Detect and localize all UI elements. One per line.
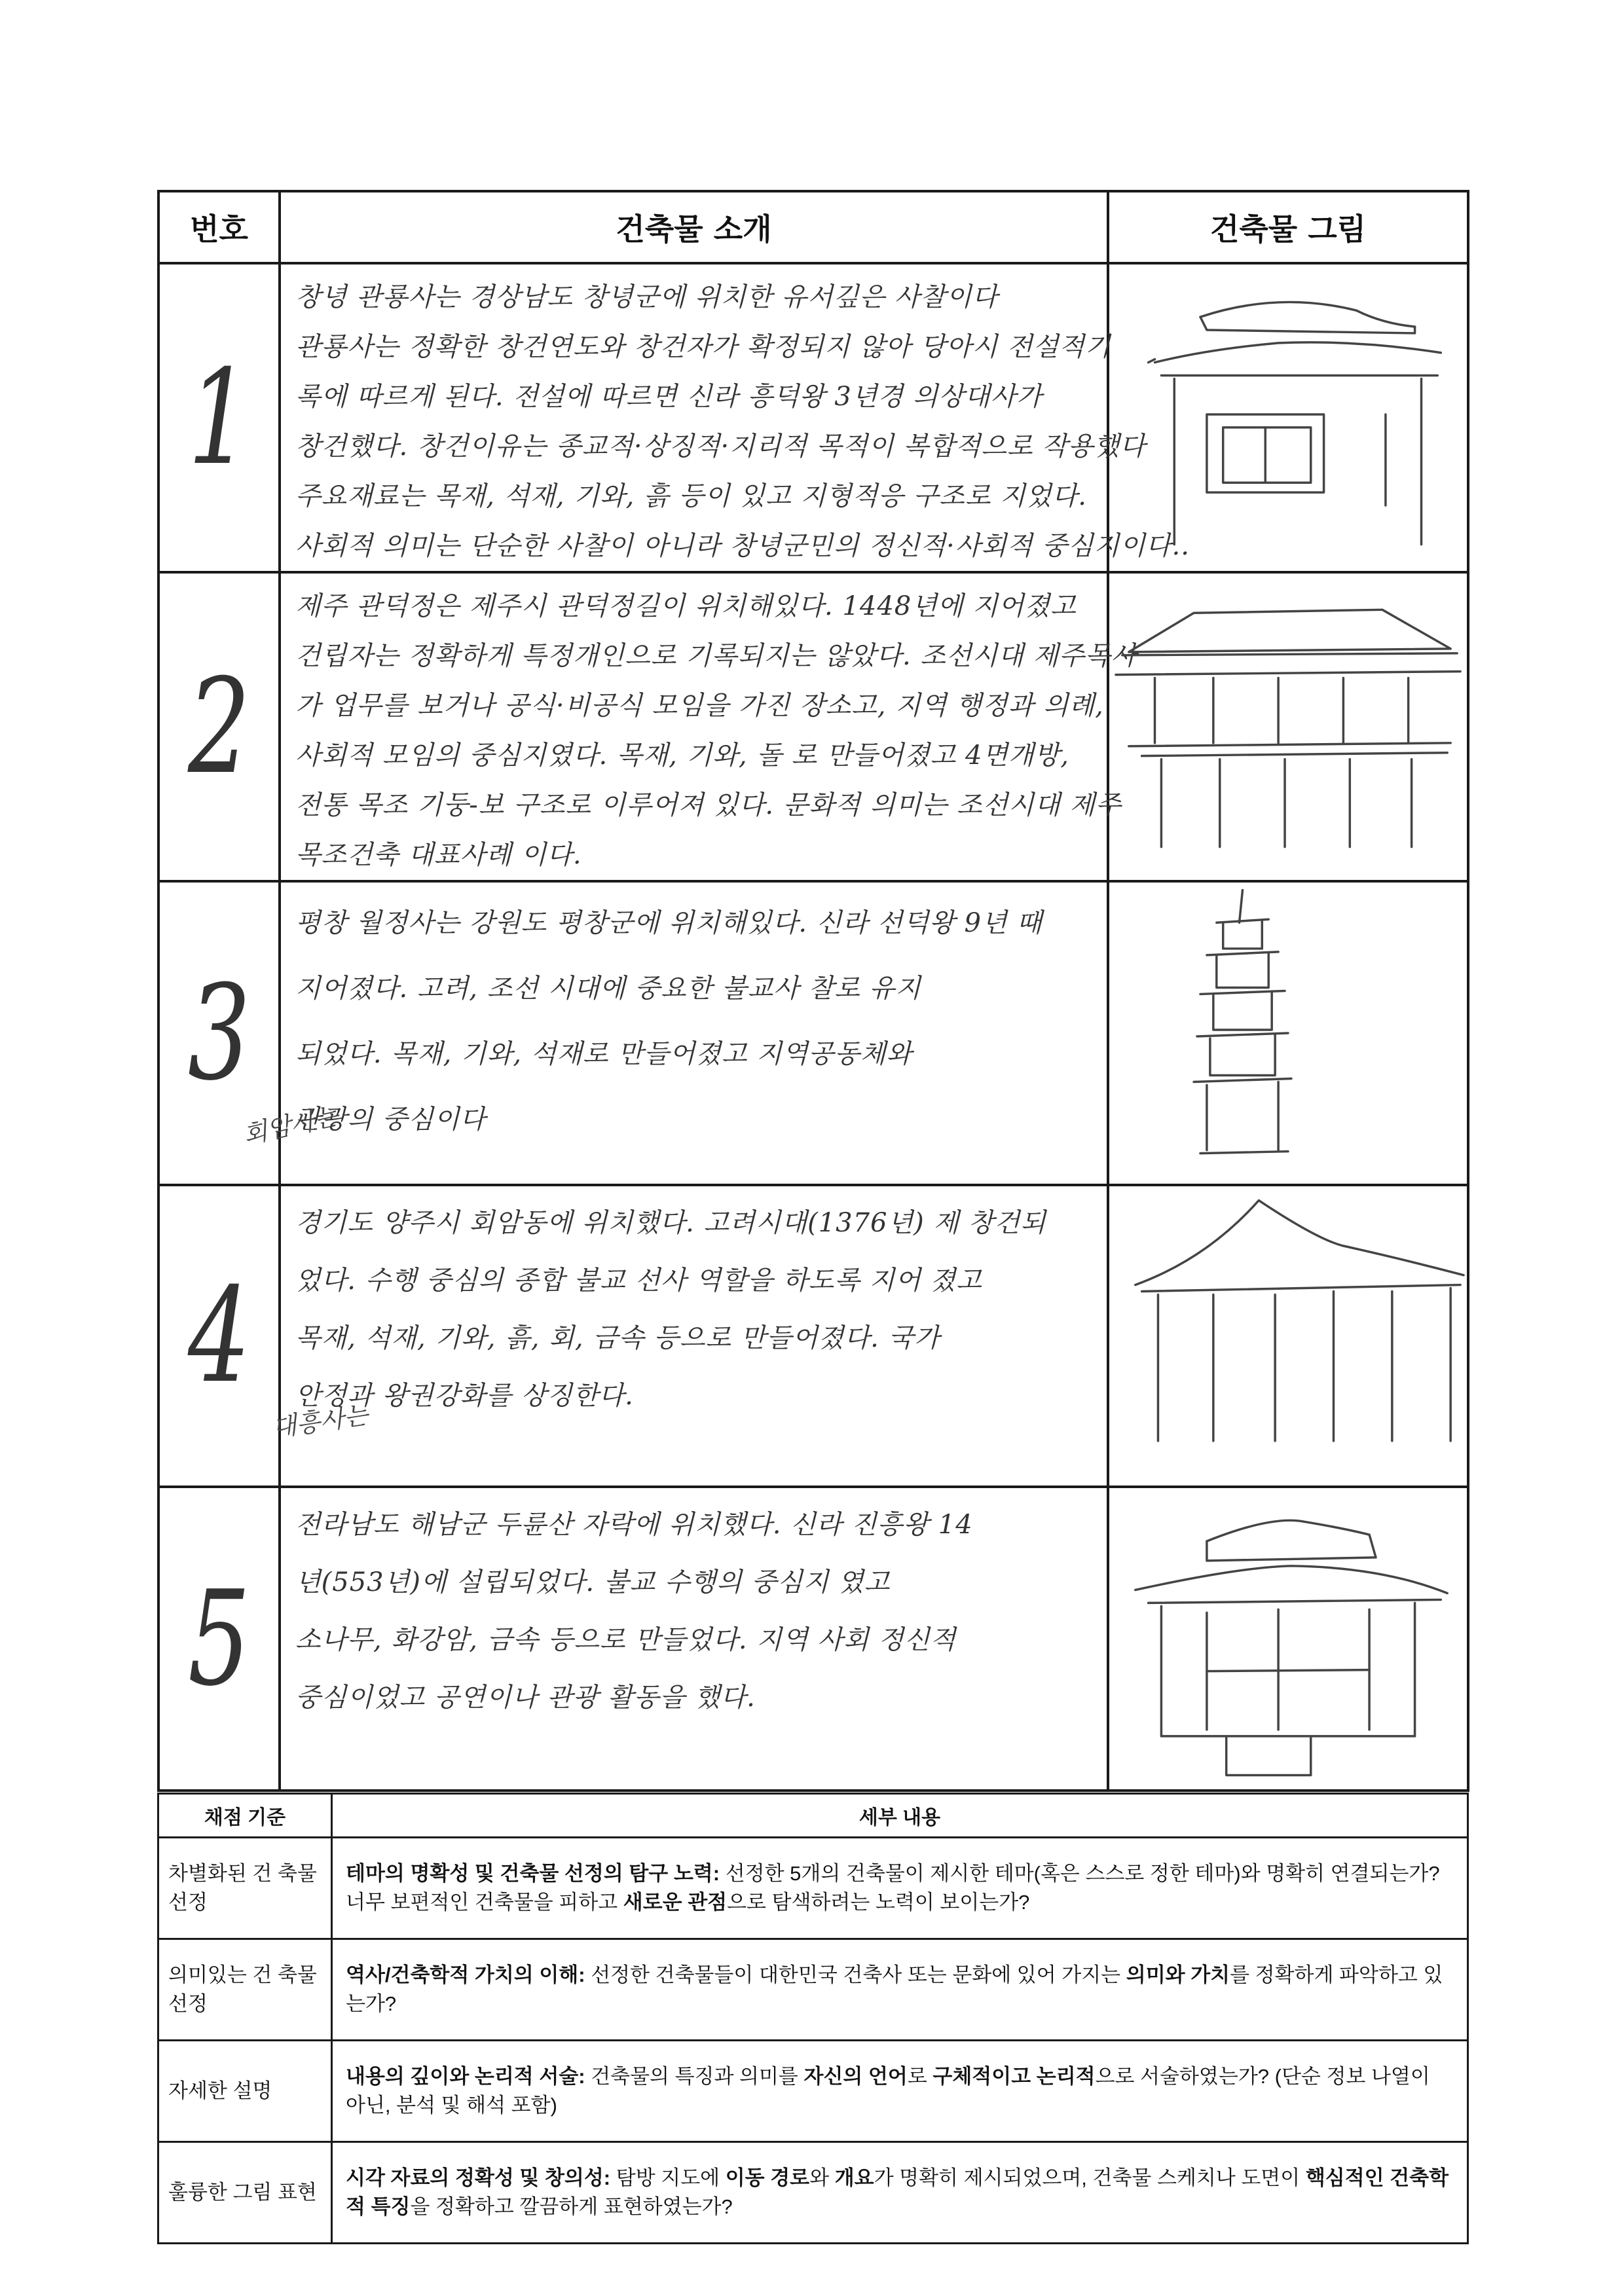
description-line: 전라남도 해남군 두륜산 자락에 위치했다. 신라 진흥왕 14 xyxy=(295,1510,973,1540)
description-line: 되었다. 목재, 기와, 석재로 만들어졌고 지역공동체와 xyxy=(295,1039,913,1069)
margin-note: 대흥사는 xyxy=(270,1400,370,1442)
description-line: 록에 따르게 된다. 전설에 따르면 신라 흥덕왕 3년경 의상대사가 xyxy=(295,382,1043,412)
entry-description xyxy=(281,1186,1107,1425)
description-line: 안정과 왕권강화를 상징한다. xyxy=(295,1381,634,1411)
criteria-text: 가 명확히 제시되었으며, 건축물 스케치나 도면이 xyxy=(874,2166,1306,2189)
margin-note: 회암사는 xyxy=(240,1101,341,1150)
criteria-keyword: 테마의 명확성 및 건축물 선정의 탐구 노력: xyxy=(346,1862,720,1885)
description-line: 가 업무를 보거나 공식·비공식 모임을 가진 장소고, 지역 행정과 의례, xyxy=(295,691,1104,721)
criteria-text: 와 xyxy=(809,2166,835,2189)
criteria-keyword: 개요 xyxy=(834,2166,874,2189)
criteria-keyword: 역사/건축학적 가치의 이해: xyxy=(346,1963,585,1986)
entry-drawing-cell xyxy=(1108,1185,1468,1487)
description-line: 건립자는 정확하게 특정개인으로 기록되지는 않았다. 조선시대 제주목사 xyxy=(295,641,1137,671)
entry-number: 4 xyxy=(187,1260,251,1412)
entry-row xyxy=(158,572,1468,881)
criteria-keyword: 자신의 언어 xyxy=(803,2065,908,2088)
criteria-text: 로 xyxy=(907,2065,933,2088)
description-line: 었다. 수행 중심의 종합 불교 선사 역할을 하도록 지어 졌고 xyxy=(295,1266,982,1296)
criteria-name: 훌륭한 그림 표현 xyxy=(158,2142,332,2244)
entry-description-cell xyxy=(280,881,1108,1185)
description-line: 년(553년)에 설립되었다. 불교 수행의 중심지 였고 xyxy=(295,1567,891,1597)
description-line: 관광의 중심이다 xyxy=(295,1104,487,1135)
description-line: 관룡사는 정확한 창건연도와 창건자가 확정되지 않아 당아시 전설적기 xyxy=(295,332,1111,362)
criteria-name: 차별화된 건 축물 선정 xyxy=(158,1838,332,1939)
criteria-keyword: 시각 자료의 정확성 및 창의성: xyxy=(346,2166,611,2189)
description-line: 제주 관덕정은 제주시 관덕정길이 위치해있다. 1448년에 지어졌고 xyxy=(295,591,1077,621)
entry-number: 3 xyxy=(187,957,251,1110)
entry-drawing-cell xyxy=(1108,1487,1468,1791)
entry-row xyxy=(158,881,1468,1185)
criteria-keyword: 내용의 깊이와 논리적 서술: xyxy=(346,2065,585,2088)
criteria-text: 선정한 5개의 건축물이 제시한 테마(혹은 스스로 정한 테마)와 명확히 연결되는가? 너무 보편적인 건축물을 피하고 xyxy=(346,1862,1440,1914)
description-line: 소나무, 화강암, 금속 등으로 만들었다. 지역 사회 정신적 xyxy=(295,1625,957,1655)
criteria-detail xyxy=(332,2142,1468,2244)
entry-number-cell xyxy=(158,263,280,572)
description-line: 사회적 의미는 단순한 사찰이 아니라 창녕군민의 정신적·사회적 중심지이다.. xyxy=(295,531,1190,561)
criteria-keyword: 의미와 가치 xyxy=(1126,1963,1230,1986)
header-intro: 건축물 소개 xyxy=(280,191,1108,263)
pagoda-sketch xyxy=(1109,883,1467,1184)
entry-description-cell xyxy=(280,572,1137,881)
entry-description-cell xyxy=(280,1487,1108,1791)
criteria-text: 으로 탐색하려는 노력이 보이는가? xyxy=(727,1891,1030,1914)
description-line: 창건했다. 창건이유는 종교적·상징적·지리적 목적이 복합적으로 작용했다 xyxy=(295,431,1146,462)
criteria-detail xyxy=(332,2041,1468,2142)
entry-number: 5 xyxy=(187,1562,251,1715)
criteria-row xyxy=(158,2142,1468,2244)
entry-number-cell xyxy=(158,1185,280,1487)
description-line: 지어졌다. 고려, 조선 시대에 중요한 불교사 찰로 유지 xyxy=(295,974,921,1004)
criteria-keyword: 새로운 관점 xyxy=(623,1891,728,1914)
description-line: 경기도 양주시 회암동에 위치했다. 고려시대(1376년) 제 창건되 xyxy=(295,1208,1046,1238)
temple-sketch xyxy=(1109,1488,1467,1789)
criteria-detail xyxy=(332,1939,1468,2041)
description-line: 주요재료는 목재, 석재, 기와, 흙 등이 있고 지형적응 구조로 지었다. xyxy=(295,481,1087,511)
entry-row xyxy=(158,1185,1468,1487)
description-line: 창녕 관룡사는 경상남도 창녕군에 위치한 유서깊은 사찰이다 xyxy=(295,282,999,312)
criteria-text: 으로 서술하였는가? (단순 정보 나열이 아닌, 분석 및 해석 포함) xyxy=(346,2065,1430,2117)
entry-drawing-cell xyxy=(1108,881,1468,1185)
entry-number-cell xyxy=(158,1487,280,1791)
description-line: 목재, 석재, 기와, 흙, 회, 금속 등으로 만들어졌다. 국가 xyxy=(295,1323,940,1353)
entry-row xyxy=(158,263,1468,572)
scoring-criteria-table xyxy=(157,1793,1469,2244)
criteria-row xyxy=(158,1838,1468,1939)
description-line: 목조건축 대표사례 이다. xyxy=(295,840,582,870)
header-drawing: 건축물 그림 xyxy=(1108,191,1468,263)
worksheet-header-row xyxy=(158,191,1468,263)
criteria-name: 자세한 설명 xyxy=(158,2041,332,2142)
description-line: 사회적 모임의 중심지였다. 목재, 기와, 돌 로 만들어졌고 4면개방, xyxy=(295,740,1070,771)
entry-row xyxy=(158,1487,1468,1791)
description-line: 평창 월정사는 강원도 평창군에 위치해있다. 신라 선덕왕 9년 때 xyxy=(295,908,1043,938)
header-number: 번호 xyxy=(158,191,280,263)
criteria-detail xyxy=(332,1838,1468,1939)
criteria-header-right: 세부 내용 xyxy=(332,1794,1468,1838)
criteria-header-row xyxy=(158,1794,1468,1838)
entry-description-cell xyxy=(280,1185,1108,1487)
criteria-row xyxy=(158,1939,1468,2041)
criteria-text: 을 정확하고 깔끔하게 표현하였는가? xyxy=(410,2195,733,2218)
entry-description xyxy=(281,264,1190,571)
hall-sketch xyxy=(1109,1186,1467,1485)
criteria-name: 의미있는 건 축물 선정 xyxy=(158,1939,332,2041)
entry-drawing-cell xyxy=(1108,263,1468,572)
criteria-keyword: 핵심적인 건축학적 특징 xyxy=(346,2166,1449,2218)
entry-description-cell xyxy=(280,263,1190,572)
pavilion-sketch xyxy=(1109,574,1467,880)
criteria-keyword: 구체적이고 논리적 xyxy=(932,2065,1096,2088)
criteria-text: 선정한 건축물들이 대한민국 건축사 또는 문화에 있어 가지는 xyxy=(585,1963,1126,1986)
temple-gate-sketch xyxy=(1109,264,1467,571)
criteria-text: 탐방 지도에 xyxy=(610,2166,726,2189)
description-line: 중심이었고 공연이나 관광 활동을 했다. xyxy=(295,1683,756,1713)
criteria-keyword: 이동 경로 xyxy=(725,2166,810,2189)
criteria-row xyxy=(158,2041,1468,2142)
entry-number: 1 xyxy=(187,341,251,494)
worksheet-table xyxy=(157,190,1469,1792)
criteria-header-left: 채점 기준 xyxy=(158,1794,332,1838)
criteria-text: 건축물의 특징과 의미를 xyxy=(585,2065,804,2088)
entry-number: 2 xyxy=(187,650,251,803)
description-line: 전통 목조 기둥-보 구조로 이루어져 있다. 문화적 의미는 조선시대 제주 xyxy=(295,790,1122,820)
entry-description xyxy=(281,883,1107,1152)
criteria-text: 를 정확하게 파악하고 있는가? xyxy=(346,1963,1443,2015)
entry-drawing-cell xyxy=(1108,572,1468,881)
entry-number-cell xyxy=(158,572,280,881)
entry-description xyxy=(281,574,1137,880)
entry-description xyxy=(281,1488,1107,1726)
